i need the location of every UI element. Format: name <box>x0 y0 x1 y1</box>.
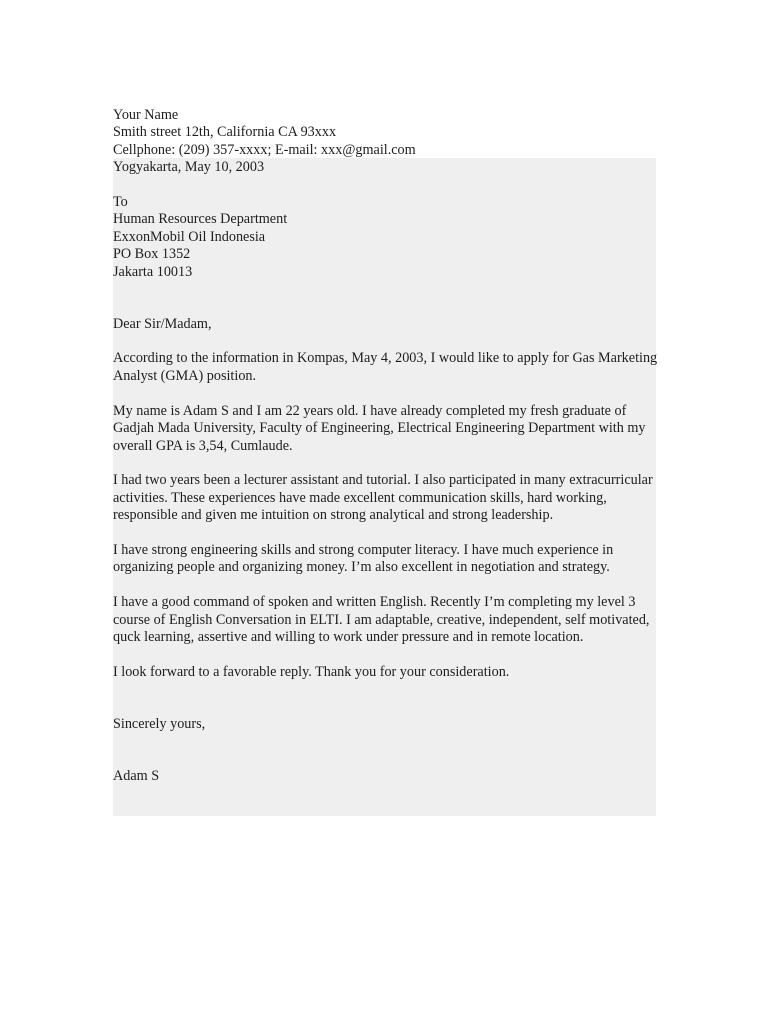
recipient-company: ExxonMobil Oil Indonesia <box>113 228 266 245</box>
body-paragraph-2: My name is Adam S and I am 22 years old. I have already completed my fresh graduate of Gadjah Mada University, Faculty of Engineering, Electrical Engineering Department with my overall GPA is 3,54, Cumlaude. <box>113 402 646 454</box>
sender-address: Smith street 12th, California CA 93xxx <box>113 124 337 141</box>
body-paragraph-3: I had two years been a lecturer assistant and tutorial. I also participated in many extracurricular activities. These experiences have made excellent communication skills, hard working, responsible and given me intuition on strong analytical and strong leadership. <box>113 472 653 524</box>
salutation: Dear Sir/Madam, <box>113 315 212 332</box>
recipient-city: Jakarta 10013 <box>113 263 193 280</box>
signature-name: Adam S <box>113 768 160 785</box>
recipient-department: Human Resources Department <box>113 211 288 228</box>
body-paragraph-6: I look forward to a favorable reply. Thank you for your consideration. <box>113 663 510 680</box>
body-paragraph-4: I have strong engineering skills and strong computer literacy. I have much experience in organizing people and organizing money. I’m also excellent in negotiation and strategy. <box>113 541 614 576</box>
recipient-po-box: PO Box 1352 <box>113 246 191 263</box>
letter-date: Yogyakarta, May 10, 2003 <box>113 159 265 176</box>
sender-name: Your Name <box>113 107 179 123</box>
cover-letter <box>113 107 658 786</box>
closing: Sincerely yours, <box>113 715 206 732</box>
sender-contact: Cellphone: (209) 357-xxxx; E-mail: xxx@gmail.com <box>113 141 416 158</box>
recipient-to: To <box>113 193 128 210</box>
body-paragraph-5: I have a good command of spoken and written English. Recently I’m completing my level 3 course of English Conversation in ELTI. I am adaptable, creative, independent, self motivated, quck learning, assertive and willing to work under pressure and in remote location. <box>113 594 650 645</box>
sender-block <box>113 107 658 159</box>
body-paragraph-1: According to the information in Kompas, May 4, 2003, I would like to apply for Gas Marketing Analyst (GMA) position. <box>113 350 658 384</box>
recipient-block <box>113 194 658 281</box>
